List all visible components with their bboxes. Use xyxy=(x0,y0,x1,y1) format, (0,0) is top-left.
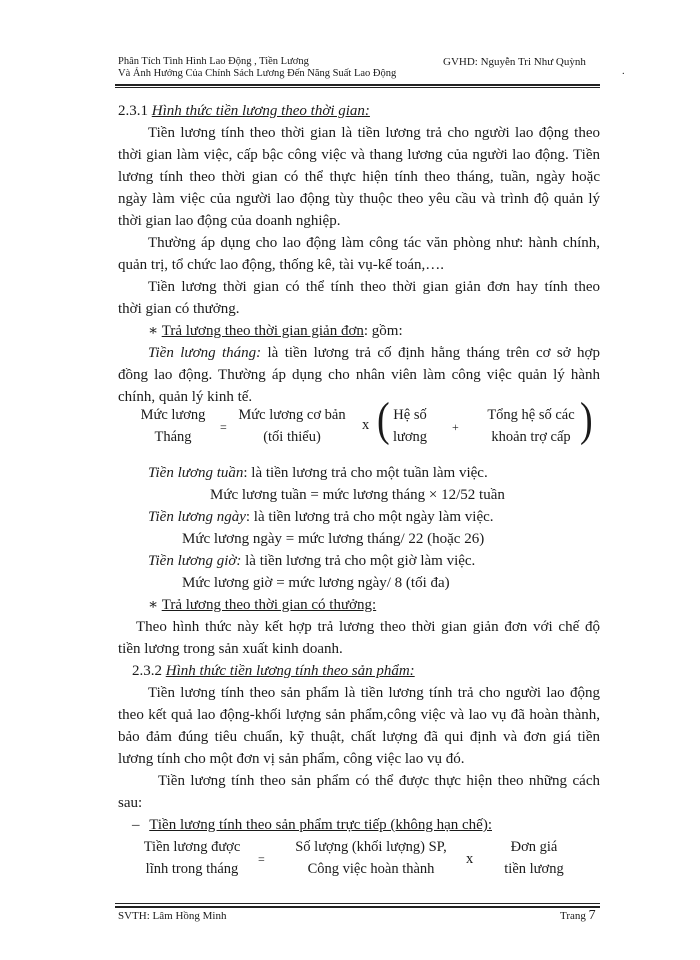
hourly-term: Tiền lương giờ: xyxy=(148,553,242,569)
monthly-def-line2: đồng lao động. Thường áp dụng cho nhân viên làm công việc quản lý hành xyxy=(118,367,600,383)
footer-rule-thin xyxy=(115,903,600,904)
header-dot: . xyxy=(622,66,625,77)
para1-line4: ngày làm việc của người lao động tùy thuộc theo yêu cầu và trình độ quản lý xyxy=(118,191,600,207)
section-232-number: 2.3.2 xyxy=(132,663,162,679)
simple-time-bullet-item xyxy=(148,320,403,342)
pformula-times: x xyxy=(466,851,474,867)
header-advisor: GVHD: Nguyễn Tri Như Quỳnh xyxy=(443,56,586,68)
footer-page-number: 7 xyxy=(588,908,596,923)
weekly-term: Tiền lương tuần xyxy=(148,465,244,481)
section-232-heading xyxy=(132,660,415,682)
daily-def xyxy=(148,506,494,528)
weekly-def xyxy=(148,462,488,484)
bonus-para-line2: tiền lương trong sản xuất kinh doanh. xyxy=(118,641,343,657)
bonus-para-line1: Theo hình thức này kết hợp trả lương theo thời gian giản đơn với chế độ xyxy=(136,619,600,635)
section-231-title: Hình thức tiền lương theo thời gian: xyxy=(151,103,370,119)
weekly-formula: Mức lương tuần = mức lương tháng × 12/52 tuần xyxy=(210,487,505,503)
formula-base-bottom: (tối thiểu) xyxy=(263,429,321,445)
pformula-eq: = xyxy=(258,852,265,866)
daily-term: Tiền lương ngày xyxy=(148,509,246,525)
product-para1-line3: bảo đảm đúng tiêu chuẩn, kỹ thuật, chất lượng đã qui định và đơn giá tiền xyxy=(118,729,600,745)
product-para2-line2: sau: xyxy=(118,795,143,811)
left-paren-icon: ( xyxy=(377,393,390,446)
pformula-lhs-top: Tiền lương được xyxy=(143,839,241,855)
section-231-heading xyxy=(118,100,370,122)
footer-student: SVTH: Lâm Hồng Minh xyxy=(118,910,227,922)
para1-line1: Tiền lương tính theo thời gian là tiền lương trả cho người lao động theo xyxy=(148,125,600,141)
pformula-qty-top: Số lượng (khối lượng) SP, xyxy=(295,839,447,855)
para3-line2: thời gian có thưởng. xyxy=(118,301,240,317)
formula-allow-top: Tổng hệ số các xyxy=(487,407,575,423)
monthly-term: Tiền lương tháng: xyxy=(148,345,262,361)
weekly-desc: : là tiền lương trả cho một tuần làm việc. xyxy=(243,465,488,481)
monthly-def-line3: chính, quản lý kinh tế. xyxy=(118,389,253,405)
formula-base-top: Mức lương cơ bản xyxy=(238,407,346,423)
formula-coef-bottom: lương xyxy=(392,429,428,445)
monthly-def: là tiền lương trả cố định hằng tháng trên cơ sở hợp xyxy=(261,345,600,361)
formula-coef-top: Hệ số xyxy=(393,407,427,423)
pformula-qty-bottom: Công việc hoàn thành xyxy=(307,861,435,877)
pformula-lhs-bottom: lĩnh trong tháng xyxy=(145,861,239,877)
formula-plus: + xyxy=(452,420,459,434)
bonus-title: Trả lương theo thời gian có thưởng: xyxy=(161,597,377,613)
daily-desc: : là tiền lương trả cho một ngày làm việc. xyxy=(245,509,494,525)
product-para1-line1: Tiền lương tính theo sản phẩm là tiền lương tính trả cho người lao động xyxy=(148,685,600,701)
direct-product-title: Tiền lương tính theo sản phẩm trực tiếp (không hạn chế): xyxy=(149,817,492,833)
pformula-price-bottom: tiền lương xyxy=(504,861,564,877)
simple-time-suffix: : gồm: xyxy=(363,323,403,339)
formula-eq: = xyxy=(220,420,227,434)
para3-line1: Tiền lương thời gian có thể tính theo thời gian giản đơn hay tính theo xyxy=(148,279,600,295)
daily-formula: Mức lương ngày = mức lương tháng/ 22 (hoặc 26) xyxy=(182,531,485,547)
bullet-asterisk-icon: ∗ xyxy=(148,323,159,339)
formula-allow-bottom: khoản trợ cấp xyxy=(491,429,571,445)
header-title-line2: Và Ảnh Hưởng Của Chính Sách Lương Đến Năng Suất Lao Động xyxy=(118,68,397,79)
formula-lhs-top: Mức lương xyxy=(140,407,206,423)
formula-times: x xyxy=(362,417,370,433)
bonus-bullet-item xyxy=(148,594,376,616)
dash-icon: – xyxy=(132,817,140,833)
product-para2-line1: Tiền lương tính theo sản phẩm có thể được thực hiện theo những cách xyxy=(158,773,600,789)
section-231-number: 2.3.1 xyxy=(118,103,148,119)
header-rule-thin xyxy=(115,87,600,88)
para2-line2: quản trị, tổ chức lao động, thống kê, tài vụ-kế toán,…. xyxy=(118,257,444,273)
header-title-line1: Phân Tích Tình Hình Lao Động , Tiền Lương xyxy=(118,56,309,67)
para1-line2: thời gian làm việc, cấp bậc công việc và thang lương của người lao động. Tiền xyxy=(118,147,600,163)
right-paren-icon: ) xyxy=(580,393,593,446)
direct-product-item xyxy=(132,814,492,836)
product-para1-line4: lương tính cho một đơn vị sản phẩm, công việc lao vụ đó. xyxy=(118,751,465,767)
pformula-price-top: Đơn giá xyxy=(510,839,558,855)
section-232-title: Hình thức tiền lương tính theo sản phẩm: xyxy=(165,663,415,679)
monthly-def-line1 xyxy=(118,342,600,364)
footer-rule xyxy=(115,906,600,908)
formula-lhs-bottom: Tháng xyxy=(154,429,192,445)
header-rule xyxy=(115,84,600,86)
para2-line1: Thường áp dụng cho lao động làm công tác văn phòng như: hành chính, xyxy=(148,235,600,251)
hourly-def xyxy=(148,550,475,572)
para1-line3: lương tính theo thời gian có thể thực hiện tính theo tháng, tuần, ngày hoặc xyxy=(118,169,600,185)
para1-line5: thời gian lao động của doanh nghiệp. xyxy=(118,213,341,229)
bullet-asterisk-icon: ∗ xyxy=(148,597,159,613)
hourly-formula: Mức lương giờ = mức lương ngày/ 8 (tối đa) xyxy=(182,575,450,591)
product-para1-line2: theo kết quả lao động-khối lượng sản phẩm,công việc và lao vụ đã hoàn thành, xyxy=(118,707,600,723)
footer-page-label: Trang xyxy=(560,910,586,922)
simple-time-title: Trả lương theo thời gian giản đơn xyxy=(161,323,364,339)
hourly-desc: là tiền lương trả cho một giờ làm việc. xyxy=(241,553,476,569)
footer-page xyxy=(560,909,596,923)
